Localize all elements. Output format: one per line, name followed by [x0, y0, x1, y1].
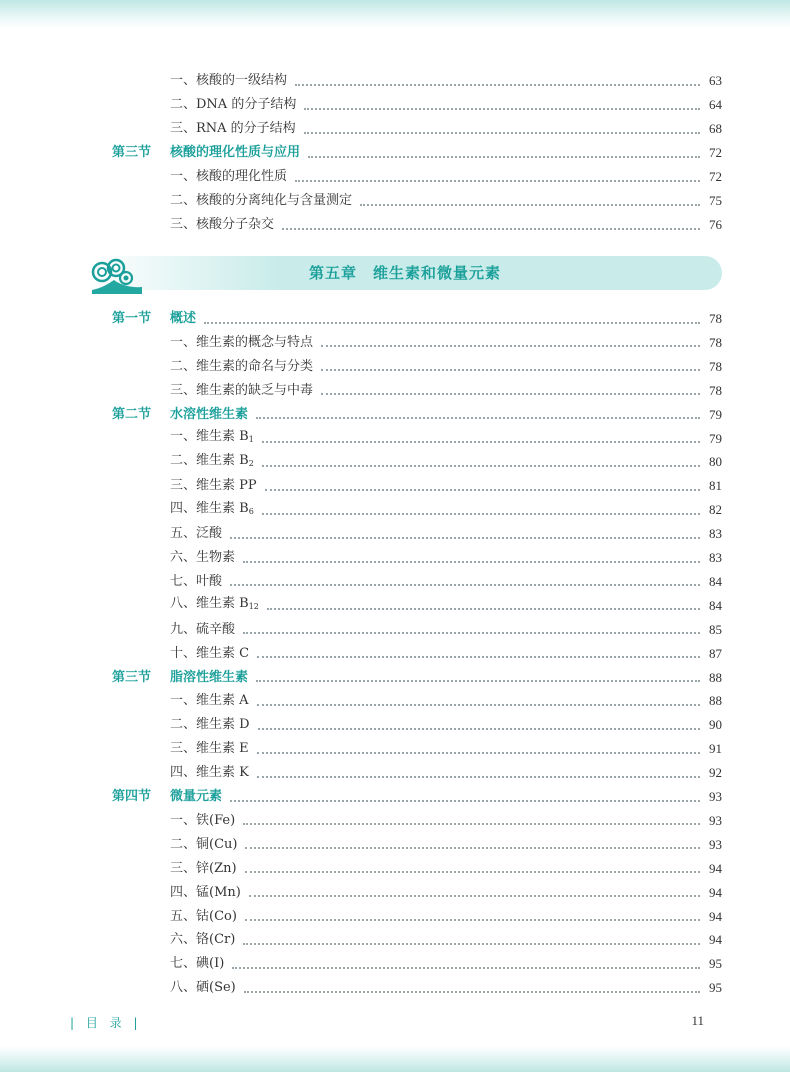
section-number: 第二节 — [112, 406, 152, 422]
toc-entry-title-text: 脂溶性维生素 — [170, 669, 249, 685]
toc-entry-page: 85 — [709, 621, 722, 637]
dot-leader — [230, 536, 700, 539]
toc-entry-page: 92 — [709, 765, 722, 781]
toc-entry-page: 82 — [709, 502, 722, 518]
toc-section-entry[interactable] — [0, 308, 790, 330]
toc-entry-page: 78 — [709, 334, 722, 350]
toc-entry-page: 79 — [709, 430, 722, 446]
toc-entry-line — [170, 142, 722, 164]
chapter-title: 第五章 维生素和微量元素 — [308, 264, 501, 282]
toc-entry[interactable] — [0, 619, 790, 641]
toc-entry-title-text: 二、DNA 的分子结构 — [170, 97, 297, 112]
toc-entry-line — [170, 70, 722, 92]
toc-entry-page: 64 — [709, 97, 722, 112]
toc-entry-title-text: 七、碘(I) — [170, 956, 225, 972]
toc-entry-title — [170, 906, 241, 928]
dot-leader — [256, 679, 700, 682]
toc-entry-line — [170, 190, 722, 212]
toc-entry[interactable] — [0, 356, 790, 378]
toc-entry-title-text: 六、生物素 — [170, 550, 236, 565]
section-number: 第三节 — [112, 669, 152, 685]
dot-leader — [258, 727, 700, 730]
toc-entry-page: 84 — [709, 597, 722, 613]
toc-entry-page: 72 — [709, 169, 722, 184]
toc-entry-page: 81 — [709, 478, 722, 494]
toc-entry-line — [170, 428, 722, 450]
toc-entry-title-text: 八、硒(Se) — [170, 980, 236, 996]
toc-entry-subscript: 12 — [248, 602, 259, 612]
toc-entry-page: 63 — [709, 73, 722, 88]
toc-entry-title-text: 四、维生素 K — [170, 765, 249, 781]
toc-entry-page: 88 — [709, 693, 722, 709]
toc-entry[interactable] — [0, 762, 790, 784]
toc-entry-title — [170, 810, 239, 832]
toc-entry-subscript: 2 — [248, 458, 254, 468]
dot-leader — [257, 775, 700, 778]
toc-entry-title — [170, 714, 254, 736]
toc-entry-line — [170, 858, 722, 880]
toc-entry-page: 88 — [709, 669, 722, 685]
toc-entry[interactable] — [0, 547, 790, 569]
dot-leader — [243, 942, 700, 945]
toc-entry-title-text: 四、锰(Mn) — [170, 884, 241, 900]
toc-entry-title — [170, 667, 252, 689]
bottom-decorative-band — [0, 1046, 790, 1072]
toc-entry-title-text: 六、铬(Cr) — [170, 932, 236, 948]
dot-leader — [360, 203, 700, 206]
toc-entry[interactable] — [0, 643, 790, 665]
toc-entry-title-text: 核酸的理化性质与应用 — [170, 145, 301, 160]
toc-entry-page: 94 — [709, 908, 722, 924]
dot-leader — [262, 512, 700, 515]
toc-entry-title — [170, 142, 304, 164]
toc-entry[interactable] — [0, 190, 790, 212]
toc-entry-title-text: 三、RNA 的分子结构 — [170, 121, 296, 136]
toc-entry-title-text: 二、核酸的分离纯化与含量测定 — [170, 193, 353, 208]
toc-entry-title-text: 水溶性维生素 — [170, 406, 249, 422]
toc-entry-title — [170, 94, 300, 116]
toc-entry-page: 78 — [709, 382, 722, 398]
toc-entry-title — [170, 404, 252, 426]
toc-entry-line — [170, 475, 722, 497]
toc-entry-line — [170, 643, 722, 665]
toc-entry-page: 78 — [709, 358, 722, 374]
toc-entry[interactable] — [0, 906, 790, 928]
toc-entry-line — [170, 571, 722, 593]
toc-entry-title-text: 二、铜(Cu) — [170, 836, 238, 852]
dot-leader — [257, 655, 700, 658]
toc-entry-title — [170, 475, 261, 497]
toc-entry-line — [170, 118, 722, 140]
toc-entry-line — [170, 94, 722, 116]
toc-entry-line — [170, 953, 722, 975]
toc-entry-line — [170, 380, 722, 402]
toc-entry-title — [170, 118, 300, 140]
toc-entry-line — [170, 834, 722, 856]
toc-entry[interactable] — [0, 953, 790, 975]
dot-leader — [245, 846, 700, 849]
toc-entry[interactable] — [0, 70, 790, 92]
toc-entry-title — [170, 166, 291, 188]
toc-entry-title — [170, 308, 200, 330]
dot-leader — [321, 392, 700, 395]
toc-entry-title — [170, 882, 245, 904]
dot-leader — [230, 583, 700, 586]
toc-section-entry[interactable] — [0, 786, 790, 808]
toc-entry-subscript: 6 — [248, 506, 254, 516]
toc-entry-title-text: 八、维生素 B — [170, 596, 249, 612]
dot-leader — [257, 751, 700, 754]
section-number: 第四节 — [112, 789, 152, 804]
toc-entry-page: 93 — [709, 789, 722, 804]
dot-leader — [282, 227, 700, 230]
toc-entry-title-text: 三、锌(Zn) — [170, 860, 237, 876]
toc-section-entry[interactable] — [0, 142, 790, 164]
toc-entry-title — [170, 858, 241, 880]
footer-page-number: 11 — [691, 1013, 704, 1028]
toc-entry[interactable] — [0, 834, 790, 856]
toc-entry-page: 83 — [709, 526, 722, 542]
dot-leader — [295, 83, 700, 86]
toc-entry[interactable] — [0, 499, 790, 521]
toc-entry[interactable] — [0, 714, 790, 736]
toc-entry-title-text: 五、钴(Co) — [170, 908, 237, 924]
dot-leader — [308, 155, 700, 158]
dot-leader — [321, 368, 700, 371]
toc-entry-line — [170, 356, 722, 378]
toc-entry-title — [170, 977, 240, 999]
toc-entry-line — [170, 786, 722, 808]
toc-entry-title — [170, 380, 317, 402]
toc-entry-line — [170, 977, 722, 999]
toc-entry[interactable] — [0, 332, 790, 354]
dot-leader — [304, 131, 700, 134]
toc-entry-line — [170, 166, 722, 188]
dot-leader — [243, 822, 700, 825]
toc-entry-page: 95 — [709, 956, 722, 972]
toc-entry-title-text: 一、维生素 A — [170, 693, 249, 709]
toc-entry-title-text: 概述 — [170, 311, 197, 326]
toc-entry-line — [170, 929, 722, 951]
toc-entry-title-text: 三、核酸分子杂交 — [170, 217, 275, 232]
dot-leader — [295, 179, 700, 182]
toc-entry-title-text: 一、维生素的概念与特点 — [170, 334, 314, 350]
dot-leader — [244, 990, 700, 993]
toc-entry-title — [170, 834, 241, 856]
toc-entry-title — [170, 523, 226, 545]
toc-entry-title-text: 二、维生素的命名与分类 — [170, 358, 314, 374]
toc-entry-line — [170, 714, 722, 736]
toc-section-entry[interactable] — [0, 667, 790, 689]
toc-entry-title-text: 一、铁(Fe) — [170, 812, 236, 828]
toc-entry-title — [170, 190, 356, 212]
toc-entry-title — [170, 498, 258, 523]
toc-entry-line — [170, 332, 722, 354]
dot-leader — [232, 966, 700, 969]
toc-entry[interactable] — [0, 690, 790, 712]
toc-entry-line — [170, 595, 722, 617]
toc-entry-title-text: 一、核酸的理化性质 — [170, 169, 288, 184]
toc-entry-title — [170, 929, 239, 951]
toc-entry-page: 90 — [709, 717, 722, 733]
dot-leader — [245, 918, 700, 921]
toc-entry-title — [170, 619, 239, 641]
dot-leader — [204, 321, 700, 324]
toc-entry[interactable] — [0, 475, 790, 497]
toc-entry-title-text: 二、维生素 B — [170, 452, 249, 468]
toc-entry-title — [170, 426, 258, 451]
dot-leader — [304, 107, 700, 110]
toc-entry-title-text: 微量元素 — [170, 789, 223, 804]
toc-entry-line — [170, 523, 722, 545]
toc-entry-title — [170, 690, 253, 712]
dot-leader — [257, 703, 700, 706]
toc-entry-title-text: 十、维生素 C — [170, 645, 250, 661]
dot-leader — [256, 416, 700, 419]
toc-entry-title — [170, 762, 253, 784]
toc-entry-page: 79 — [709, 406, 722, 422]
toc-entry[interactable] — [0, 882, 790, 904]
toc-entry-line — [170, 738, 722, 760]
toc-entry[interactable] — [0, 451, 790, 473]
toc-entry[interactable] — [0, 94, 790, 116]
toc-entry[interactable] — [0, 166, 790, 188]
dot-leader — [230, 799, 700, 802]
toc-entry-line — [170, 906, 722, 928]
toc-entry-page: 80 — [709, 454, 722, 470]
toc-entry[interactable] — [0, 738, 790, 760]
toc-entry-page: 93 — [709, 812, 722, 828]
dot-leader — [249, 894, 700, 897]
toc-entry-page: 84 — [709, 573, 722, 589]
toc-entry-line — [170, 882, 722, 904]
toc-entry[interactable] — [0, 977, 790, 999]
toc-entry-title — [170, 953, 228, 975]
toc-entry-title — [170, 450, 258, 475]
dot-leader — [265, 488, 700, 491]
toc-entry-title — [170, 786, 226, 808]
toc-entry-title — [170, 547, 239, 569]
toc-entry-title-text: 五、泛酸 — [170, 526, 223, 542]
toc-entry-title-text: 九、硫辛酸 — [170, 621, 236, 637]
toc-entry-title — [170, 356, 317, 378]
dot-leader — [267, 607, 700, 610]
toc-entry-page: 75 — [709, 193, 722, 208]
toc-entry-line — [170, 762, 722, 784]
toc-entry-title — [170, 332, 317, 354]
toc-entry-line — [170, 547, 722, 569]
toc-entry-title — [170, 70, 291, 92]
toc-entry-page: 83 — [709, 550, 722, 565]
toc-entry[interactable] — [0, 428, 790, 450]
toc-entry-line — [170, 404, 722, 426]
toc-entry-subscript: 1 — [248, 435, 254, 444]
section-number: 第一节 — [112, 311, 152, 326]
toc-entry-line — [170, 667, 722, 689]
toc-entry-page: 87 — [709, 645, 722, 661]
toc-entry-title-text: 三、维生素的缺乏与中毒 — [170, 382, 314, 398]
toc-entry-title — [170, 593, 263, 618]
toc-entry-title — [170, 214, 278, 236]
toc-entry-title-text: 三、维生素 E — [170, 741, 249, 757]
toc-entry-page: 93 — [709, 836, 722, 852]
toc-entry[interactable] — [0, 571, 790, 593]
toc-entry-title — [170, 643, 253, 665]
top-decorative-band — [0, 0, 790, 28]
toc-entry-page: 68 — [709, 121, 722, 136]
toc-entry-title-text: 七、叶酸 — [170, 573, 223, 589]
toc-entry[interactable] — [0, 214, 790, 236]
toc-entry-page: 78 — [709, 311, 722, 326]
section-number: 第三节 — [112, 145, 152, 160]
toc-entry-line — [170, 810, 722, 832]
toc-entry-line — [170, 214, 722, 236]
dot-leader — [243, 560, 700, 563]
toc-entry-title — [170, 738, 253, 760]
toc-entry-title-text: 三、维生素 PP — [170, 478, 257, 494]
toc-entry[interactable] — [0, 380, 790, 402]
toc-entry-page: 76 — [709, 217, 722, 232]
toc-entry-title-text: 一、核酸的一级结构 — [170, 73, 288, 88]
toc-entry-page: 94 — [709, 884, 722, 900]
toc-entry-line — [170, 499, 722, 521]
toc-entry-line — [170, 619, 722, 641]
toc-entry-page: 95 — [709, 980, 722, 996]
toc-entry-page: 94 — [709, 932, 722, 948]
toc-entry-line — [170, 451, 722, 473]
toc-entry-title — [170, 571, 226, 593]
toc-entry-title-text: 一、维生素 B — [170, 429, 249, 444]
toc-entry[interactable] — [0, 523, 790, 545]
dot-leader — [243, 631, 700, 634]
toc-section-entry[interactable] — [0, 404, 790, 426]
toc-entry-page: 94 — [709, 860, 722, 876]
toc-entry[interactable] — [0, 858, 790, 880]
toc-entry[interactable] — [0, 118, 790, 140]
dot-leader — [245, 870, 700, 873]
toc-entry[interactable] — [0, 929, 790, 951]
toc-entry[interactable] — [0, 810, 790, 832]
toc-entry[interactable] — [0, 595, 790, 617]
toc-entry-line — [170, 308, 722, 330]
footer-section-label: | 目 录 | — [70, 1016, 142, 1030]
toc-entry-page: 91 — [709, 741, 722, 757]
dot-leader — [262, 440, 700, 443]
toc-entry-title-text: 二、维生素 D — [170, 717, 250, 733]
dot-leader — [262, 464, 700, 467]
toc-entry-page: 72 — [709, 145, 722, 160]
toc-entry-line — [170, 690, 722, 712]
dot-leader — [321, 344, 700, 347]
toc-entry-title-text: 四、维生素 B — [170, 500, 249, 516]
